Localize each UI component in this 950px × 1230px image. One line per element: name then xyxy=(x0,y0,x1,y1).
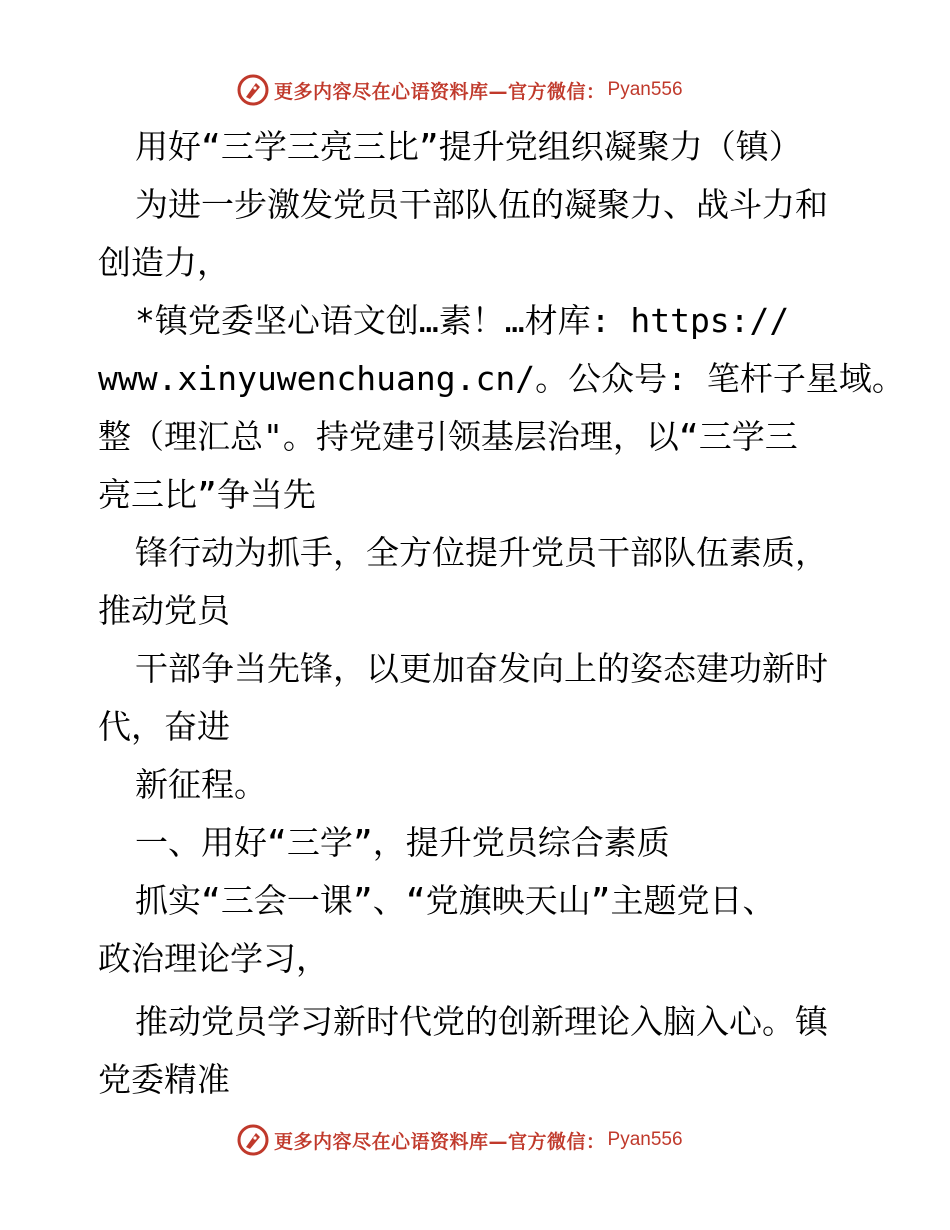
pen-nib-logo-icon xyxy=(236,73,270,107)
paragraph-line: 抓实“三会一课”、“党旗映天山”主题党日、 xyxy=(135,881,776,920)
paragraph-line: 党委精准 xyxy=(98,1060,230,1099)
paragraph-line: 代，奋进 xyxy=(98,707,230,746)
paragraph-line: 干部争当先锋，以更加奋发向上的姿态建功新时 xyxy=(135,649,828,688)
watermark-wechat-id: Pyan556 xyxy=(607,1129,683,1150)
paragraph-line: 为进一步激发党员干部队伍的凝聚力、战斗力和 xyxy=(135,185,828,224)
watermark-wechat-id: Pyan556 xyxy=(607,79,683,100)
paragraph-line: www.xinyuwenchuang.cn/。公众号: 笔杆子星域。 xyxy=(98,359,905,398)
footer-watermark xyxy=(236,1123,683,1157)
paragraph-line: 政治理论学习， xyxy=(98,939,329,978)
paragraph-line: 推动党员 xyxy=(98,591,230,630)
pen-nib-logo-icon xyxy=(236,1123,270,1157)
paragraph-line: 推动党员学习新时代党的创新理论入脑入心。镇 xyxy=(135,1002,828,1041)
paragraph-line: *镇党委坚心语文创…素！…材库: https:// xyxy=(135,301,790,340)
paragraph-line: 整（理汇总"。持党建引领基层治理，以“三学三 xyxy=(98,417,798,456)
watermark-text: 更多内容尽在心语资料库—官方微信： xyxy=(274,80,606,103)
paragraph-line: 创造力， xyxy=(98,243,230,282)
section-heading: 一、用好“三学”，提升党员综合素质 xyxy=(135,823,670,862)
watermark-text: 更多内容尽在心语资料库—官方微信： xyxy=(274,1130,606,1153)
paragraph-line: 新征程。 xyxy=(135,765,267,804)
paragraph-line: 锋行动为抓手，全方位提升党员干部队伍素质， xyxy=(135,533,828,572)
document-title: 用好“三学三亮三比”提升党组织凝聚力（镇） xyxy=(135,127,802,166)
paragraph-line: 亮三比”争当先 xyxy=(98,475,316,514)
header-watermark xyxy=(236,73,683,107)
